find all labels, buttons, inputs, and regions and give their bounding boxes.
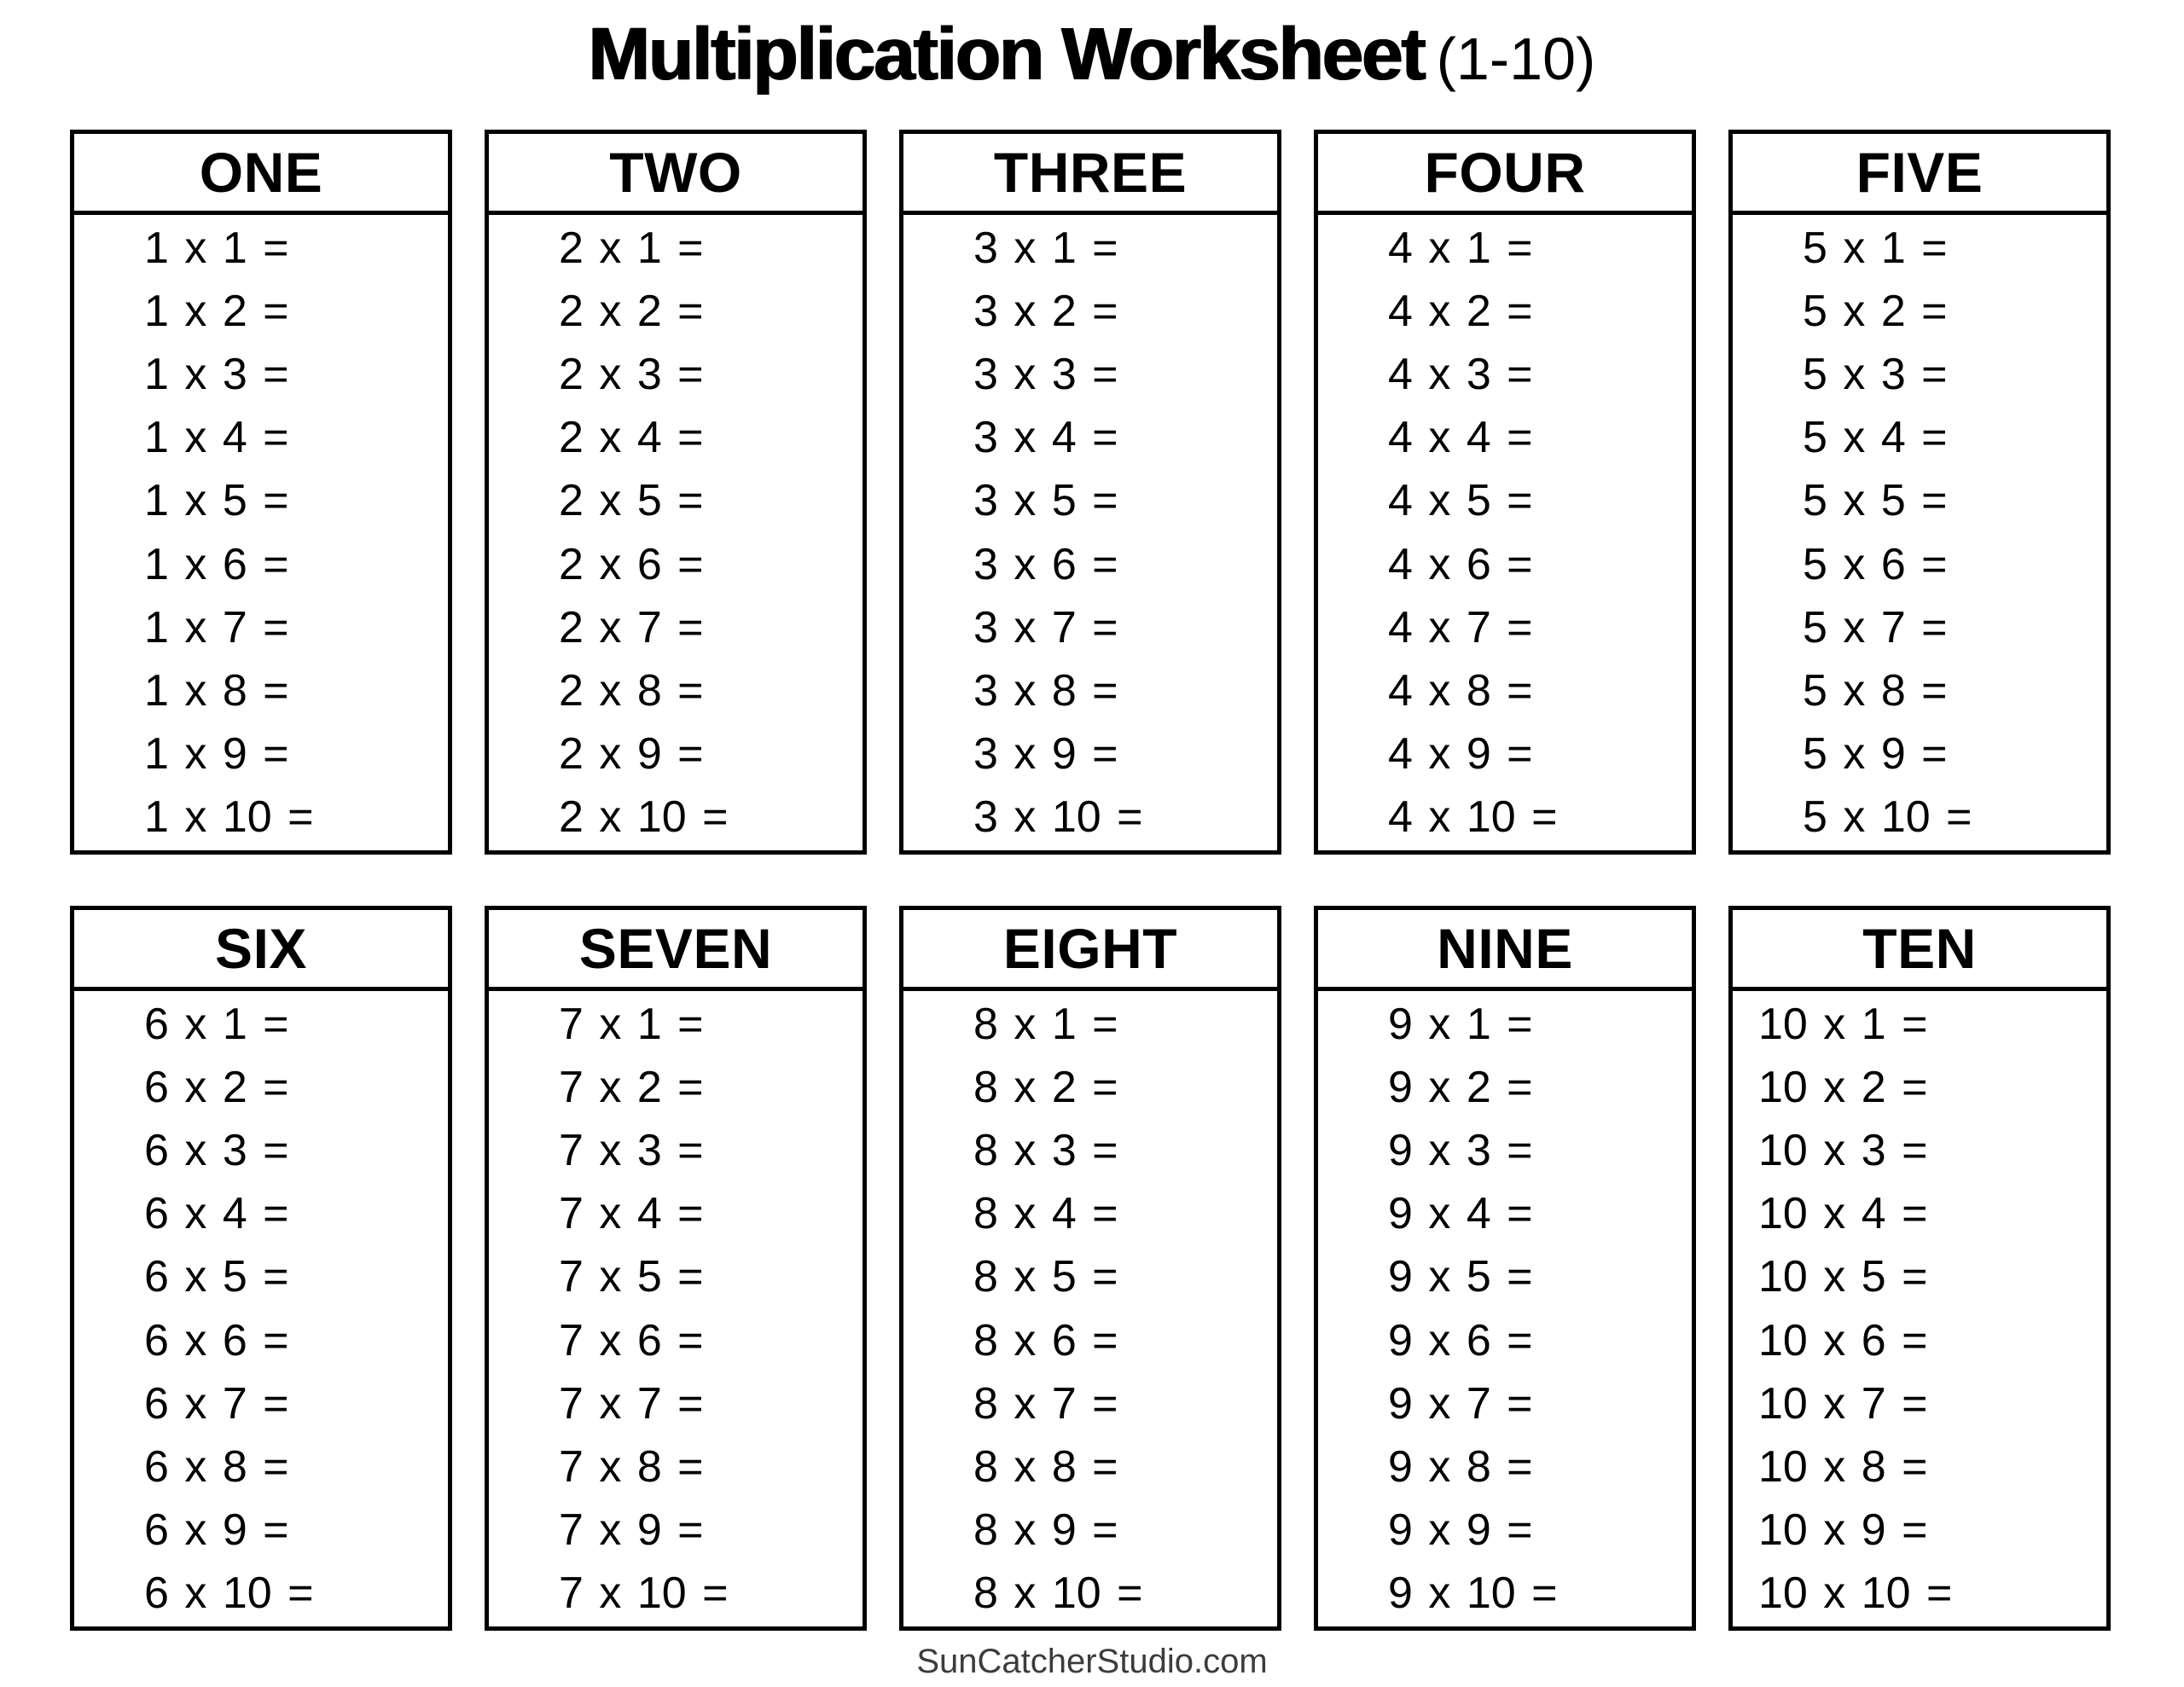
problem-list	[1318, 215, 1692, 850]
problem-item: 10 x 4 =	[1758, 1189, 1928, 1239]
problem-item: 8 x 7 =	[973, 1378, 1118, 1429]
problem-item: 5 x 8 =	[1803, 665, 1948, 716]
page-title	[589, 13, 1596, 96]
problem-item: 4 x 3 =	[1388, 350, 1533, 400]
problem-list	[1733, 991, 2106, 1626]
table-header	[489, 134, 863, 215]
problem-item: 9 x 7 =	[1388, 1378, 1533, 1429]
table-label: THREE	[993, 141, 1188, 204]
problem-list	[489, 215, 863, 850]
problem-item: 8 x 3 =	[973, 1126, 1118, 1176]
problem-item: 9 x 3 =	[1388, 1126, 1533, 1176]
problem-item: 6 x 5 =	[144, 1252, 289, 1302]
table-label: EIGHT	[1002, 917, 1178, 980]
table-label: FIVE	[1856, 141, 1984, 204]
table-box-five	[1728, 130, 2111, 855]
problem-item: 1 x 8 =	[144, 665, 289, 716]
problem-item: 6 x 4 =	[144, 1189, 289, 1239]
table-box-seven	[485, 906, 867, 1631]
problem-item: 7 x 2 =	[559, 1063, 704, 1113]
table-box-three	[899, 130, 1281, 855]
problem-item: 9 x 4 =	[1388, 1189, 1533, 1239]
problem-item: 4 x 6 =	[1388, 539, 1533, 589]
problem-item: 4 x 5 =	[1388, 476, 1533, 526]
problem-item: 6 x 7 =	[144, 1378, 289, 1429]
table-label: ONE	[199, 141, 323, 204]
problem-item: 6 x 8 =	[144, 1441, 289, 1492]
problem-list	[74, 991, 448, 1626]
table-label: TEN	[1862, 917, 1977, 980]
problem-item: 7 x 7 =	[559, 1378, 704, 1429]
problem-item: 1 x 2 =	[144, 287, 289, 337]
problem-item: 10 x 1 =	[1758, 1000, 1928, 1050]
problem-item: 8 x 5 =	[973, 1252, 1118, 1302]
problem-item: 4 x 8 =	[1388, 665, 1533, 716]
table-header	[489, 910, 863, 991]
table-box-one	[70, 130, 452, 855]
problem-item: 7 x 6 =	[559, 1315, 704, 1365]
table-label: SEVEN	[578, 917, 773, 980]
problem-item: 2 x 5 =	[559, 476, 704, 526]
problem-item: 6 x 6 =	[144, 1315, 289, 1365]
problem-item: 6 x 10 =	[144, 1568, 314, 1618]
problem-item: 4 x 4 =	[1388, 413, 1533, 463]
problem-item: 2 x 2 =	[559, 287, 704, 337]
problem-item: 10 x 10 =	[1758, 1568, 1953, 1618]
table-header	[1733, 134, 2106, 215]
problem-item: 7 x 4 =	[559, 1189, 704, 1239]
problem-item: 4 x 1 =	[1388, 223, 1533, 274]
problem-item: 9 x 2 =	[1388, 1063, 1533, 1113]
problem-item: 1 x 9 =	[144, 728, 289, 779]
problem-item: 4 x 2 =	[1388, 287, 1533, 337]
problem-item: 3 x 6 =	[973, 539, 1118, 589]
problem-item: 1 x 4 =	[144, 413, 289, 463]
problem-item: 2 x 6 =	[559, 539, 704, 589]
problem-item: 5 x 7 =	[1803, 602, 1948, 652]
page-header	[0, 0, 2184, 96]
table-header	[1318, 910, 1692, 991]
problem-item: 6 x 2 =	[144, 1063, 289, 1113]
table-label: NINE	[1437, 917, 1573, 980]
tables-grid	[70, 130, 2111, 1631]
problem-item: 10 x 6 =	[1758, 1315, 1928, 1365]
problem-item: 8 x 8 =	[973, 1441, 1118, 1492]
problem-item: 7 x 1 =	[559, 1000, 704, 1050]
problem-item: 8 x 1 =	[973, 1000, 1118, 1050]
table-label: SIX	[215, 917, 307, 980]
problem-list	[74, 215, 448, 850]
problem-item: 8 x 10 =	[973, 1568, 1143, 1618]
problem-item: 3 x 1 =	[973, 223, 1118, 274]
table-label: FOUR	[1424, 141, 1586, 204]
problem-item: 9 x 6 =	[1388, 1315, 1533, 1365]
problem-item: 3 x 10 =	[973, 791, 1143, 842]
problem-item: 3 x 4 =	[973, 413, 1118, 463]
table-header	[903, 910, 1277, 991]
problem-item: 5 x 10 =	[1803, 791, 1972, 842]
problem-item: 6 x 3 =	[144, 1126, 289, 1176]
table-box-six	[70, 906, 452, 1631]
problem-item: 1 x 5 =	[144, 476, 289, 526]
problem-item: 9 x 1 =	[1388, 1000, 1533, 1050]
problem-item: 1 x 7 =	[144, 602, 289, 652]
problem-item: 4 x 9 =	[1388, 728, 1533, 779]
problem-item: 8 x 4 =	[973, 1189, 1118, 1239]
problem-item: 7 x 8 =	[559, 1441, 704, 1492]
problem-item: 5 x 9 =	[1803, 728, 1948, 779]
problem-item: 10 x 8 =	[1758, 1441, 1928, 1492]
page-title-range: (1-10)	[1436, 26, 1596, 92]
problem-item: 3 x 2 =	[973, 287, 1118, 337]
problem-item: 7 x 3 =	[559, 1126, 704, 1176]
footer-credit: SunCatcherStudio.com	[916, 1643, 1268, 1680]
problem-list	[489, 991, 863, 1626]
problem-item: 8 x 9 =	[973, 1504, 1118, 1555]
problem-item: 8 x 2 =	[973, 1063, 1118, 1113]
problem-item: 4 x 7 =	[1388, 602, 1533, 652]
problem-item: 3 x 9 =	[973, 728, 1118, 779]
table-header	[74, 134, 448, 215]
problem-item: 2 x 1 =	[559, 223, 704, 274]
problem-item: 10 x 3 =	[1758, 1126, 1928, 1176]
problem-list	[903, 215, 1277, 850]
problem-item: 2 x 10 =	[559, 791, 729, 842]
problem-item: 3 x 3 =	[973, 350, 1118, 400]
problem-item: 3 x 5 =	[973, 476, 1118, 526]
problem-item: 10 x 2 =	[1758, 1063, 1928, 1113]
problem-list	[1733, 215, 2106, 850]
problem-item: 10 x 5 =	[1758, 1252, 1928, 1302]
problem-item: 5 x 5 =	[1803, 476, 1948, 526]
problem-item: 7 x 10 =	[559, 1568, 729, 1618]
problem-item: 1 x 10 =	[144, 791, 314, 842]
problem-item: 3 x 8 =	[973, 665, 1118, 716]
problem-item: 2 x 8 =	[559, 665, 704, 716]
problem-item: 2 x 3 =	[559, 350, 704, 400]
page-footer	[0, 1643, 2184, 1680]
problem-item: 4 x 10 =	[1388, 791, 1558, 842]
problem-item: 7 x 5 =	[559, 1252, 704, 1302]
problem-item: 2 x 7 =	[559, 602, 704, 652]
problem-item: 9 x 5 =	[1388, 1252, 1533, 1302]
problem-item: 2 x 4 =	[559, 413, 704, 463]
table-header	[1733, 910, 2106, 991]
problem-item: 9 x 9 =	[1388, 1504, 1533, 1555]
table-header	[1318, 134, 1692, 215]
problem-list	[1318, 991, 1692, 1626]
problem-list	[903, 991, 1277, 1626]
problem-item: 2 x 9 =	[559, 728, 704, 779]
table-box-two	[485, 130, 867, 855]
problem-item: 6 x 9 =	[144, 1504, 289, 1555]
table-box-eight	[899, 906, 1281, 1631]
table-box-nine	[1314, 906, 1696, 1631]
table-box-four	[1314, 130, 1696, 855]
table-label: TWO	[609, 141, 742, 204]
page-title-text: Multiplication Worksheet	[588, 13, 1425, 96]
problem-item: 9 x 10 =	[1388, 1568, 1558, 1618]
problem-item: 5 x 2 =	[1803, 287, 1948, 337]
problem-item: 5 x 3 =	[1803, 350, 1948, 400]
problem-item: 5 x 6 =	[1803, 539, 1948, 589]
problem-item: 6 x 1 =	[144, 1000, 289, 1050]
problem-item: 5 x 4 =	[1803, 413, 1948, 463]
table-header	[903, 134, 1277, 215]
problem-item: 8 x 6 =	[973, 1315, 1118, 1365]
problem-item: 1 x 1 =	[144, 223, 289, 274]
problem-item: 10 x 7 =	[1758, 1378, 1928, 1429]
problem-item: 1 x 6 =	[144, 539, 289, 589]
problem-item: 1 x 3 =	[144, 350, 289, 400]
problem-item: 9 x 8 =	[1388, 1441, 1533, 1492]
problem-item: 10 x 9 =	[1758, 1504, 1928, 1555]
problem-item: 3 x 7 =	[973, 602, 1118, 652]
table-box-ten	[1728, 906, 2111, 1631]
table-header	[74, 910, 448, 991]
problem-item: 5 x 1 =	[1803, 223, 1948, 274]
problem-item: 7 x 9 =	[559, 1504, 704, 1555]
